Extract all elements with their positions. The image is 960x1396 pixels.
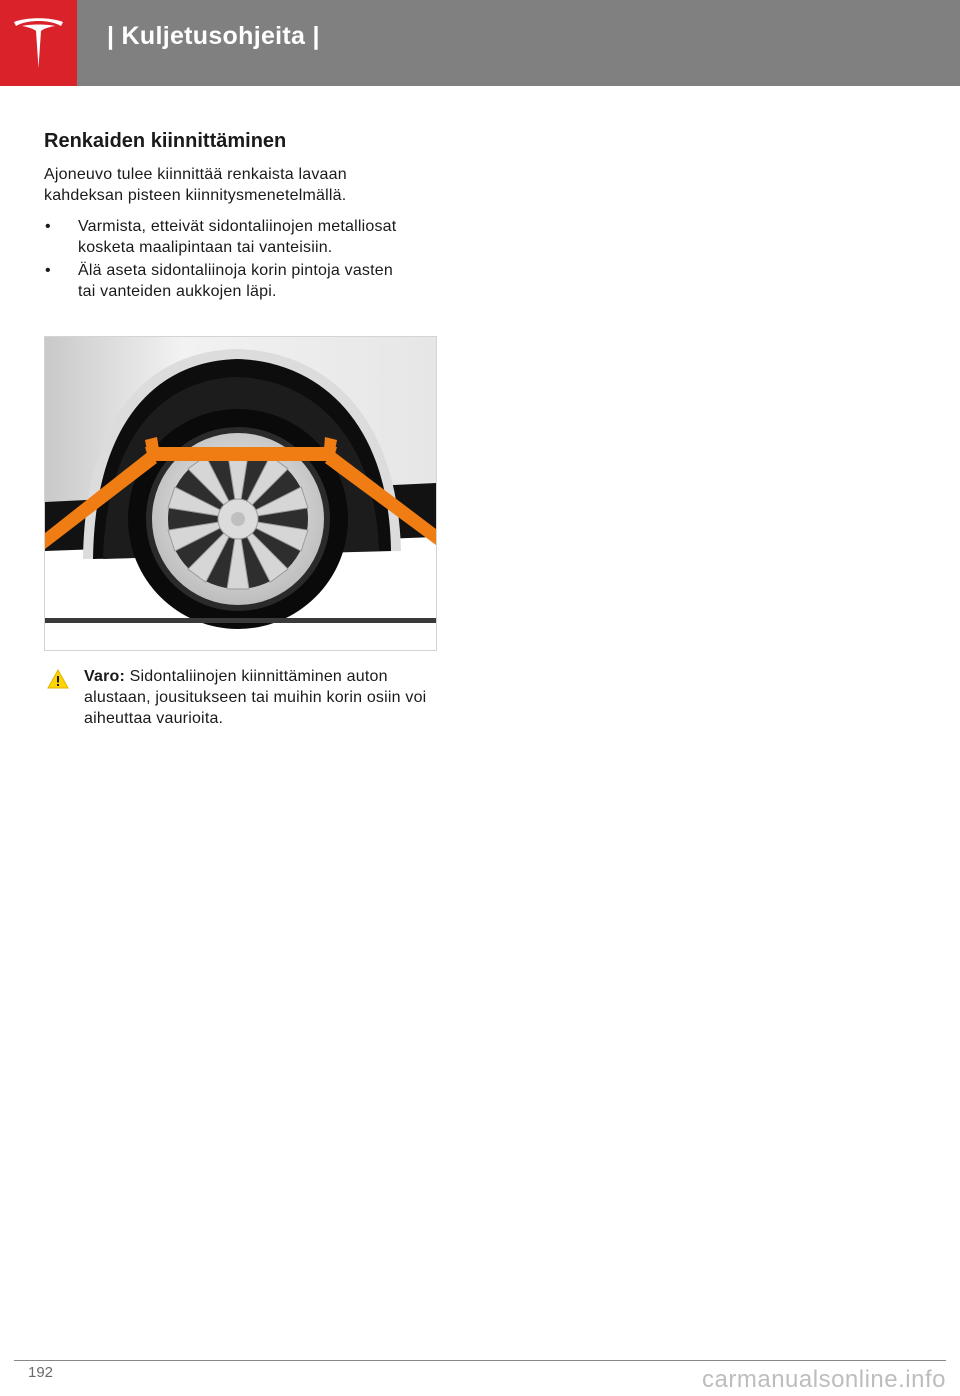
intro-paragraph: Ajoneuvo tulee kiinnittää renkaista lavaan kahdeksan pisteen kiinnitysmenetelmällä. <box>44 166 347 204</box>
footer-divider <box>14 1360 946 1361</box>
warning-label: Varo: <box>84 668 126 685</box>
list-item <box>44 261 414 302</box>
page-number: 192 <box>28 1364 54 1381</box>
wheel-strap-illustration <box>44 336 437 651</box>
section-heading: Renkaiden kiinnittäminen <box>44 130 287 152</box>
warning-note <box>44 666 439 729</box>
list-item-text: Varmista, etteivät sidontaliinojen metalliosat kosketa maalipintaan tai vanteisiin. <box>78 218 397 256</box>
list-item-text: Älä aseta sidontaliinoja korin pintoja vasten tai vanteiden aukkojen läpi. <box>78 262 393 300</box>
bullet-marker: • <box>45 262 51 279</box>
brand-logo-box <box>0 0 77 86</box>
list-item <box>44 217 414 258</box>
wheel-tie-down-drawing <box>45 337 436 650</box>
warning-text-block <box>84 666 439 729</box>
instruction-list <box>44 217 414 305</box>
warning-triangle-icon <box>47 669 69 689</box>
site-watermark: carmanualsonline.info <box>702 1366 946 1393</box>
bullet-marker: • <box>45 218 51 235</box>
page-header <box>0 0 960 86</box>
section-title: | Kuljetusohjeita | <box>107 22 320 50</box>
tesla-logo-icon <box>12 16 65 70</box>
warning-text: Sidontaliinojen kiinnittäminen auton alustaan, jousitukseen tai muihin korin osiin voi aiheuttaa vaurioita. <box>84 668 427 727</box>
